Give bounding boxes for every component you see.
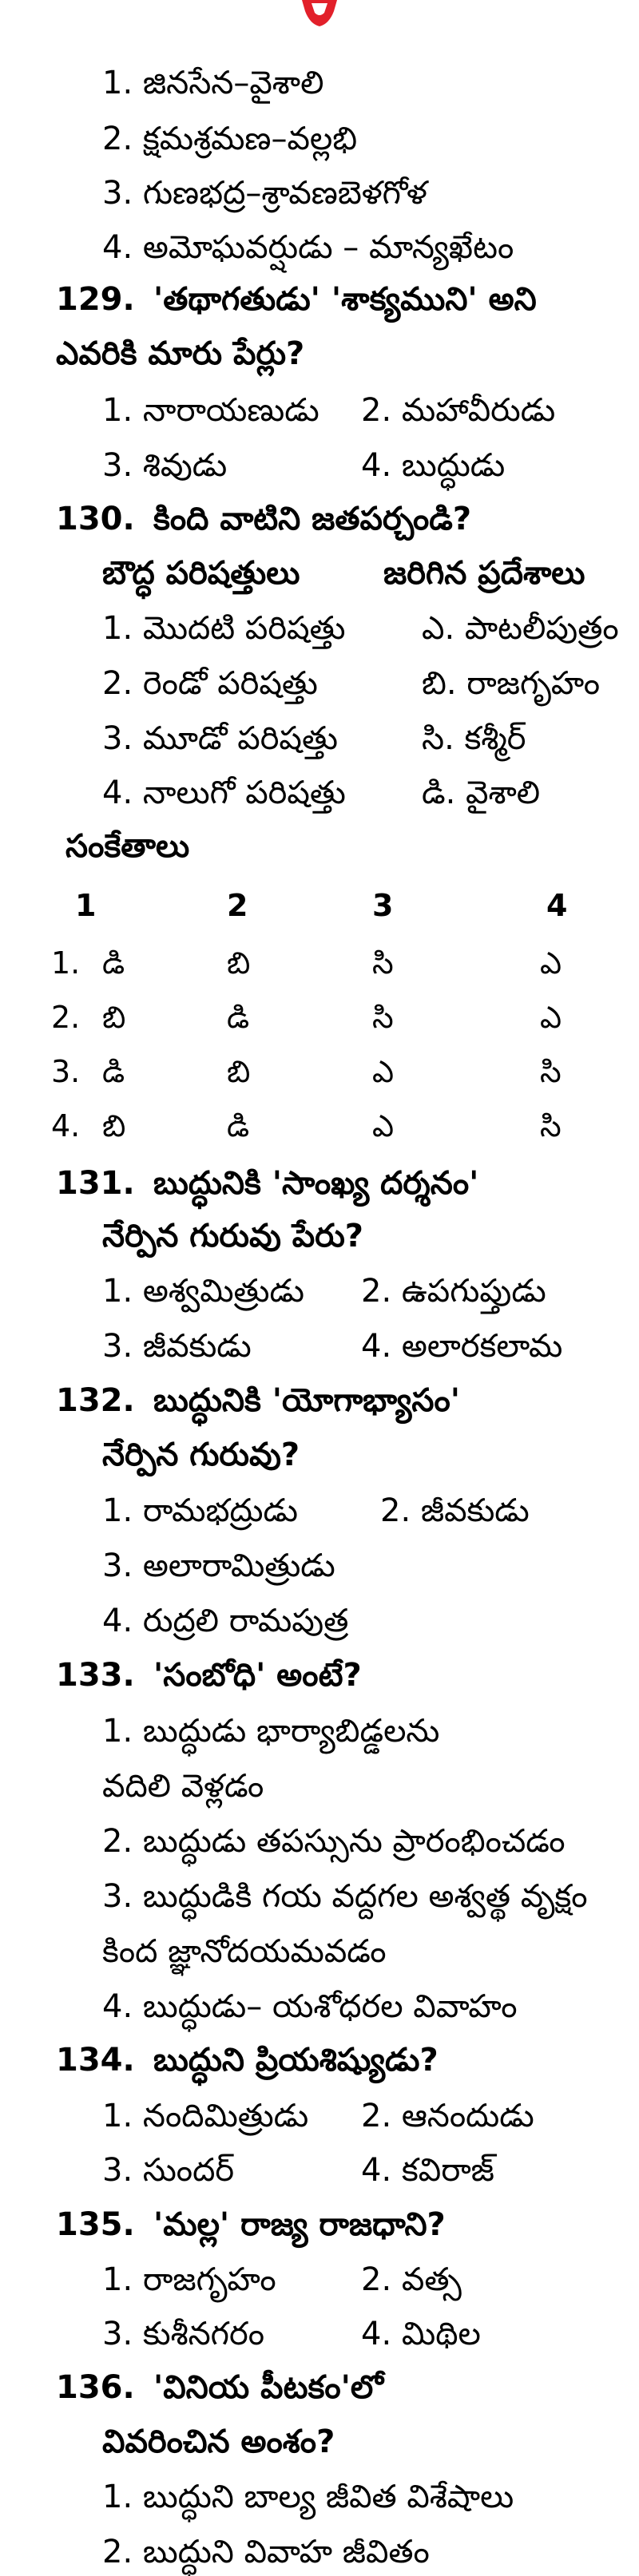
question-131-text-cont: నేర్పిన గురువు పేరు? <box>102 1218 364 1254</box>
code-row-3-col-3: ఎ <box>372 1054 395 1089</box>
code-row-1-col-4: ఎ <box>540 945 562 981</box>
prev-option-1: 1. జినసేన–వైశాలి <box>102 65 324 101</box>
logo-mark-icon <box>297 0 342 27</box>
match-item-a-4: 4. నాలుగో పరిషత్తు <box>102 775 346 811</box>
code-header-2: 2 <box>227 888 248 923</box>
question-131-number: 131. <box>56 1165 135 1202</box>
q129-option-4: 4. బుద్ధుడు <box>361 447 506 484</box>
question-136-text-cont: వివరించిన అంశం? <box>102 2423 335 2460</box>
question-135-number: 135. <box>56 2206 135 2243</box>
match-column-a-header: బౌద్ధ పరిషత్తులు <box>102 555 300 592</box>
q133-option-4: 4. బుద్ధుడు– యశోధరల వివాహం <box>102 1988 518 2025</box>
q129-option-1: 1. నారాయణుడు <box>102 392 320 429</box>
match-item-b-3: సి. కశ్మీర్ <box>422 720 526 757</box>
q135-option-3: 3. కుశీనగరం <box>102 2316 264 2352</box>
q136-option-2: 2. బుద్ధుని వివాహ జీవితం <box>102 2534 430 2570</box>
question-129-number: 129. <box>56 281 135 318</box>
question-131-text: బుద్ధునికి 'సాంఖ్య దర్శనం' <box>153 1165 479 1202</box>
q131-option-1: 1. అశ్వమిత్రుడు <box>102 1273 304 1310</box>
question-130-number: 130. <box>56 501 135 537</box>
q134-option-3: 3. సుందర్ <box>102 2152 235 2189</box>
q131-option-2: 2. ఉపగుప్తుడు <box>361 1273 546 1310</box>
question-132-number: 132. <box>56 1382 135 1419</box>
question-129-text: 'తథాగతుడు' 'శాక్యముని' అని <box>153 281 537 318</box>
match-item-b-2: బి. రాజగృహం <box>422 665 601 702</box>
q129-option-2: 2. మహావీరుడు <box>361 392 556 429</box>
brand-logo <box>297 0 342 27</box>
q133-option-2: 2. బుద్ధుడు తపస్సును ప్రారంభించడం <box>102 1823 566 1860</box>
code-row-1-col-2: బి <box>227 945 251 981</box>
code-row-1-col-3: సి <box>372 945 394 981</box>
codes-label: సంకేతాలు <box>65 828 190 865</box>
code-row-4-col-4: సి <box>540 1108 562 1143</box>
code-row-4-col-1: బి <box>102 1108 126 1143</box>
code-header-1: 1 <box>75 888 97 923</box>
q134-option-4: 4. కవిరాజ్ <box>361 2152 494 2189</box>
q133-option-1: 1. బుద్ధుడు భార్యాబిడ్డలను <box>102 1713 440 1750</box>
q133-option-3: 3. బుద్ధుడికి గయ వద్దగల అశ్వత్థ వృక్షం <box>102 1878 588 1915</box>
prev-option-4: 4. అమోఘవర్షుడు – మాన్యఖేటం <box>102 229 514 266</box>
q136-option-1: 1. బుద్ధుని బాల్య జీవిత విశేషాలు <box>102 2479 514 2515</box>
q129-option-3: 3. శివుడు <box>102 447 228 484</box>
match-item-a-1: 1. మొదటి పరిషత్తు <box>102 610 346 647</box>
q134-option-1: 1. నందిమిత్రుడు <box>102 2098 309 2134</box>
code-row-2-col-2: డి <box>227 1000 250 1035</box>
q135-option-2: 2. వత్స <box>361 2261 462 2298</box>
question-132-text-cont: నేర్పిన గురువు? <box>102 1437 300 1473</box>
q132-option-2: 2. జీవకుడు <box>380 1492 530 1529</box>
prev-option-2: 2. క్షమశ్రమణ–వల్లభి <box>102 121 358 157</box>
code-row-3-label: 3. <box>51 1054 81 1089</box>
code-row-1-col-1: డి <box>102 945 125 981</box>
code-row-1-label: 1. <box>51 945 81 981</box>
question-130-text: కింది వాటిని జతపర్చండి? <box>153 501 472 537</box>
code-row-4-label: 4. <box>51 1108 81 1143</box>
question-132-text: బుద్ధునికి 'యోగాభ్యాసం' <box>153 1382 460 1419</box>
code-header-4: 4 <box>546 888 568 923</box>
q133-option-3-cont: కింద జ్ఞానోదయమవడం <box>102 1933 387 1970</box>
code-row-2-label: 2. <box>51 1000 81 1035</box>
match-column-b-header: జరిగిన ప్రదేశాలు <box>383 555 585 592</box>
code-row-3-col-4: సి <box>540 1054 562 1089</box>
q134-option-2: 2. ఆనందుడు <box>361 2098 534 2134</box>
code-row-3-col-1: డి <box>102 1054 125 1089</box>
code-row-2-col-1: బి <box>102 1000 126 1035</box>
q135-option-4: 4. మిథిల <box>361 2316 481 2352</box>
q131-option-3: 3. జీవకుడు <box>102 1328 252 1365</box>
question-129-text-cont: ఎవరికి మారు పేర్లు? <box>56 335 305 372</box>
question-134-number: 134. <box>56 2042 135 2079</box>
question-136-text: 'వినియ పీటకం'లో <box>153 2369 384 2406</box>
q131-option-4: 4. అలారకలామ <box>361 1328 563 1365</box>
q133-option-1-cont: వదిలి వెళ్లడం <box>102 1768 264 1805</box>
question-133-number: 133. <box>56 1657 135 1694</box>
prev-option-3: 3. గుణభద్ర–శ్రావణబెళగోళ <box>102 175 427 212</box>
question-135-text: 'మల్ల' రాజ్య రాజధాని? <box>153 2206 446 2243</box>
q135-option-1: 1. రాజగృహం <box>102 2261 276 2298</box>
match-item-b-1: ఎ. పాటలీపుత్రం <box>422 610 619 647</box>
match-item-a-3: 3. మూడో పరిషత్తు <box>102 720 338 757</box>
code-header-3: 3 <box>372 888 394 923</box>
code-row-3-col-2: బి <box>227 1054 251 1089</box>
q132-option-4: 4. రుద్రలి రామపుత్ర <box>102 1603 349 1639</box>
question-133-text: 'సంబోధి' అంటే? <box>153 1657 362 1694</box>
match-item-a-2: 2. రెండో పరిషత్తు <box>102 665 318 702</box>
q132-option-3: 3. అలారామిత్రుడు <box>102 1548 335 1584</box>
question-136-number: 136. <box>56 2369 135 2406</box>
code-row-4-col-2: డి <box>227 1108 250 1143</box>
match-item-b-4: డి. వైశాలి <box>422 775 541 811</box>
q132-option-1: 1. రామభద్రుడు <box>102 1492 298 1529</box>
code-row-2-col-3: సి <box>372 1000 394 1035</box>
code-row-2-col-4: ఎ <box>540 1000 562 1035</box>
code-row-4-col-3: ఎ <box>372 1108 395 1143</box>
question-134-text: బుద్ధుని ప్రియశిష్యుడు? <box>153 2042 439 2079</box>
